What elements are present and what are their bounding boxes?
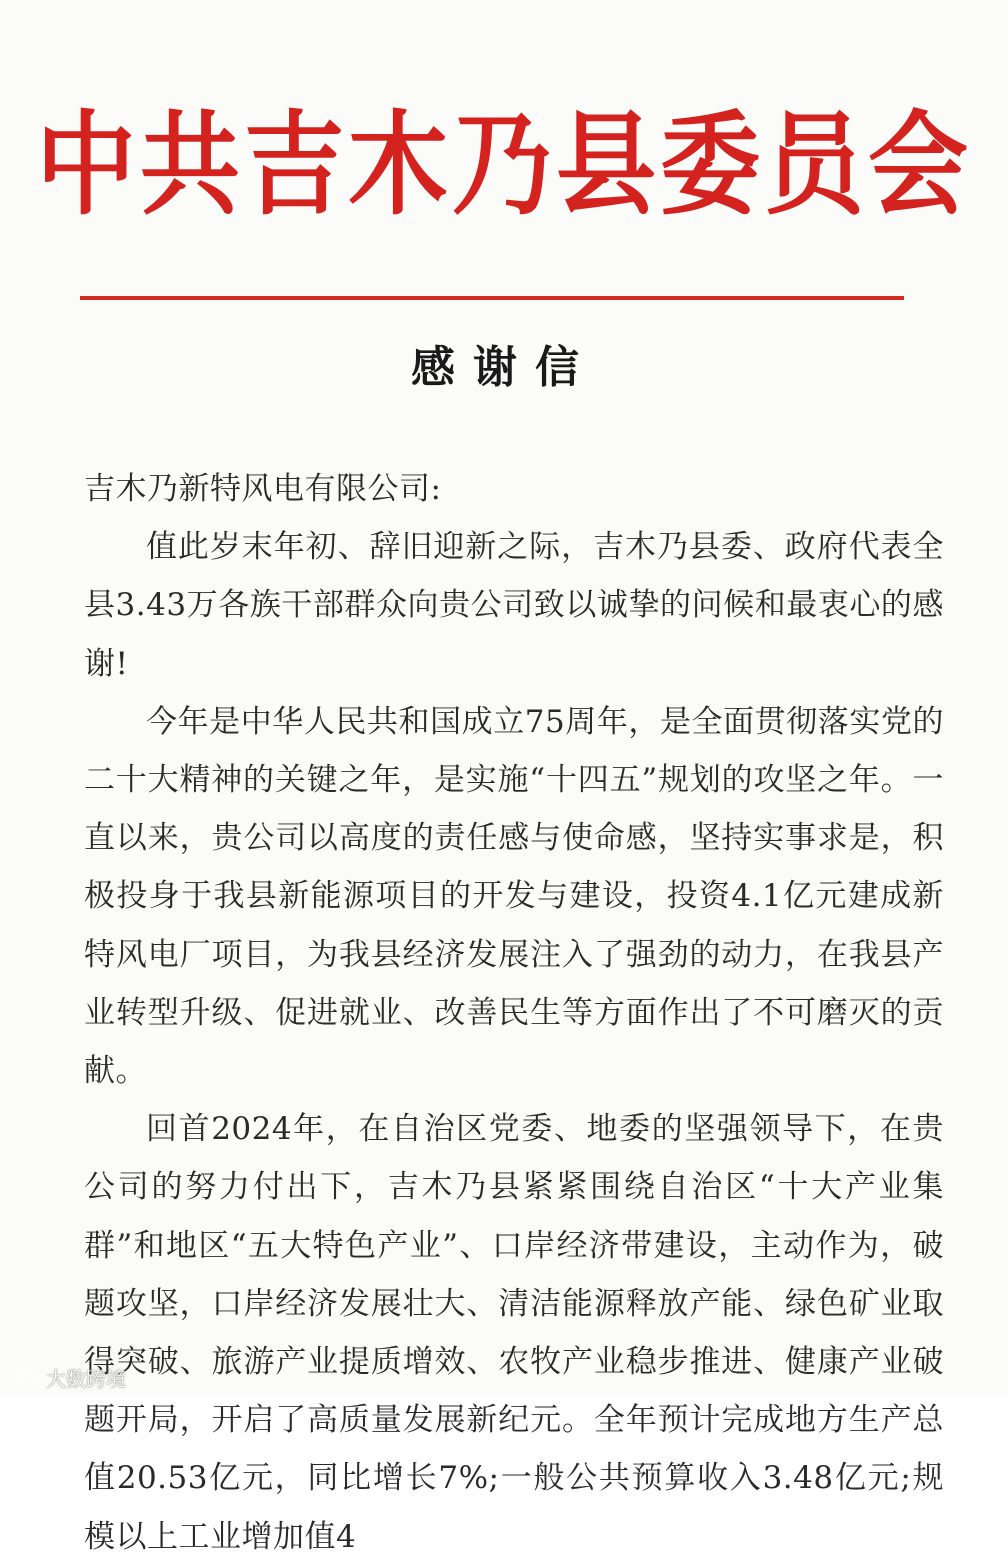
letter-paragraph-2: 今年是中华人民共和国成立75周年，是全面贯彻落实党的二十大精神的关键之年，是实施“十四五”规划的攻坚之年。一直以来，贵公司以高度的责任感与使命感，坚持实事求是，积极投身于我县新能源项目的开发与建设，投资4.1亿元建成新特风电厂项目，为我县经济发展注入了强劲的动力，在我县产业转型升级、促进就业、改善民生等方面作出了不可磨灭的贡献。 [84, 703, 944, 1090]
letter-body [84, 460, 944, 1566]
letter-paragraph-3: 回首2024年，在自治区党委、地委的坚强领导下，在贵公司的努力付出下，吉木乃县紧紧围绕自治区“十大产业集群”和地区“五大特色产业”、口岸经济带建设，主动作为，破题攻坚，口岸经济发展壮大、清洁能源释放产能、绿色矿业取得突破、旅游产业提质增效、农牧产业稳步推进、健康产业破题开局，开启了高质量发展新纪元。全年预计完成地方生产总值20.53亿元，同比增长7%;一般公共预算收入3.48亿元;规模以上工业增加值4 [84, 1111, 944, 1555]
letter-title: 感谢信 [411, 342, 597, 393]
masthead-organization: 中共吉木乃县委员会 [36, 98, 972, 231]
letter-salutation: 吉木乃新特风电有限公司: [84, 471, 442, 507]
chat-bubble-icon [6, 1365, 42, 1389]
red-divider-rule [80, 296, 904, 300]
source-watermark [6, 1362, 126, 1392]
letter-paragraph-1: 值此岁末年初、辞旧迎新之际，吉木乃县委、政府代表全县3.43万各族干部群众向贵公司致以诚挚的问候和最衷心的感谢! [84, 529, 944, 682]
watermark-text: 大数跨境 [46, 1366, 126, 1391]
